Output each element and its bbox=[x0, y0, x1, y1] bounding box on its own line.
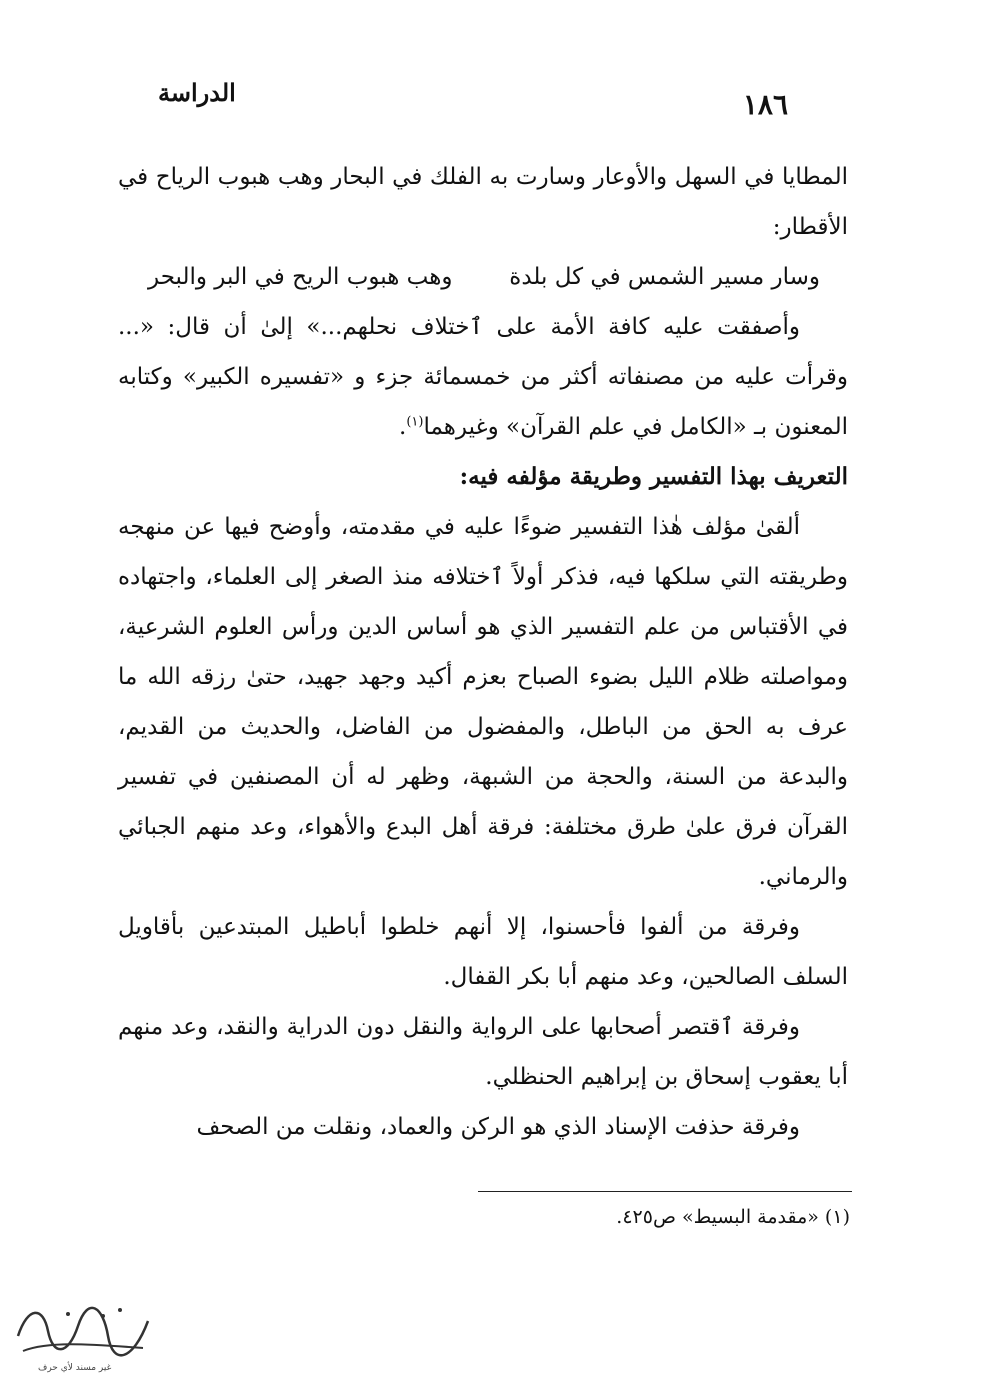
footnote-divider bbox=[478, 1191, 852, 1192]
poem-verse bbox=[118, 252, 848, 302]
page-number: ١٨٦ bbox=[742, 88, 788, 121]
section-heading: التعريف بهذا التفسير وطريقة مؤلفه فيه: bbox=[459, 463, 848, 490]
body-text bbox=[118, 152, 848, 1152]
paragraph: وفرقة حذفت الإسناد الذي هو الركن والعماد، ونقلت من الصحف bbox=[196, 1114, 800, 1140]
footnote: (١) «مقدمة البسيط» ص٤٢٥. bbox=[616, 1206, 850, 1228]
footnote-reference: (١) bbox=[406, 414, 424, 430]
paragraph-end: . bbox=[399, 414, 407, 440]
paragraph: ألقىٰ مؤلف هٰذا التفسير ضوءًا عليه في مقدمته، وأوضح فيها عن منهجه وطريقته التي سلكها فيه، فذكر أولاً ٱختلافه منذ الصغر إلى العلماء، واجتهاده في الأقتباس من علم التفسير الذي هو أساس الدين ورأس العلوم الشرعية، ومواصلته ظلام الليل بضوء الصباح بعزم أكيد وجهد جهيد، حتىٰ رزقه الله ما عرف به الحق من الباطل، والمفضول من الفاضل، والحديث من القديم، والبدعة من السنة، والحجة من الشبهة، وظهر له أن المصنفين في تفسير القرآن فرق علىٰ طرق مختلفة: فرقة أهل البدع والأهواء، وعد منهم الجبائي والرماني. bbox=[118, 514, 848, 890]
paragraph bbox=[118, 302, 848, 452]
paragraph: وفرقة ٱقتصر أصحابها على الرواية والنقل دون الدراية والنقد، وعد منهم أبا يعقوب إسحاق بن إبراهيم الحنظلي. bbox=[118, 1014, 848, 1090]
publisher-logo bbox=[8, 1296, 158, 1378]
paragraph-text: وأصفقت عليه كافة الأمة على ٱختلاف نحلهم...» إلىٰ أن قال: «... وقرأت عليه من مصنفاته أكثر من خمسمائة جزء و «تفسيره الكبير» وكتابه المعنون بـ «الكامل في علم القرآن» وغيرهما bbox=[118, 314, 848, 440]
verse-second-hemistich: وهب هبوب الريح في البر والبحر bbox=[148, 264, 453, 290]
logo-subtext: غير مسند لأي حرف bbox=[38, 1363, 112, 1373]
section-title: الدراسة bbox=[158, 78, 236, 107]
page-header bbox=[140, 78, 850, 128]
paragraph: المطايا في السهل والأوعار وسارت به الفلك في البحار وهب هبوب الرياح في الأقطار: bbox=[118, 164, 848, 240]
paragraph: وفرقة من ألفوا فأحسنوا، إلا أنهم خلطوا أباطيل المبتدعين بأقاويل السلف الصالحين، وعد منهم أبا بكر القفال. bbox=[118, 914, 848, 990]
verse-first-hemistich: وسار مسير الشمس في كل بلدة bbox=[509, 264, 820, 290]
